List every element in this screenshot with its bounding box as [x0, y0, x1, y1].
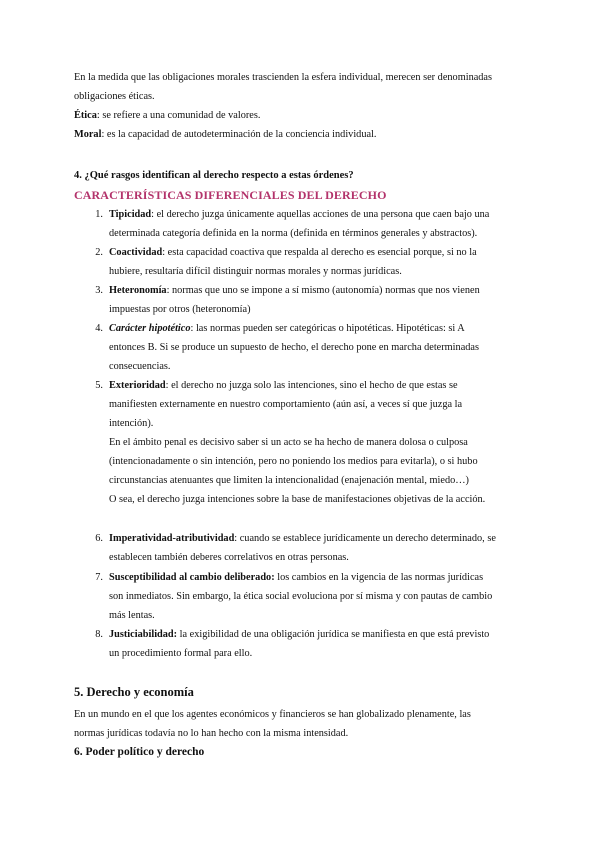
item-term: Exterioridad [109, 380, 166, 391]
moral-definition [74, 125, 530, 144]
section-6-heading: 6. Poder político y derecho [74, 746, 205, 758]
item-term: Heteronomía [109, 285, 167, 296]
list-item [95, 625, 530, 663]
etica-definition [74, 106, 530, 125]
intro-line-1: En la medida que las obligaciones morales trascienden la esfera individual, merecen ser denominadas [74, 72, 493, 83]
item-text: establecen también deberes correlativos en otras personas. [109, 552, 349, 563]
item-text: En el ámbito penal es decisivo saber si un acto se ha hecho de manera dolosa o culposa [109, 437, 468, 448]
item-text: : normas que uno se impone a sí mismo (autonomía) normas que nos vienen [166, 285, 480, 296]
question-4-title: 4. ¿Qué rasgos identifican al derecho respecto a estas órdenes? [74, 170, 354, 181]
item-number: 8. [95, 629, 103, 640]
item-number: 4. [95, 323, 103, 334]
item-text: entonces B. Si se produce un supuesto de hecho, el derecho pone en marcha determinadas [109, 342, 479, 353]
item-text: circunstancias atenuantes que limiten la intencionalidad (enajenación mental, miedo…) [109, 475, 469, 486]
item-term: Justiciabilidad: [109, 629, 178, 640]
item-text: intención). [109, 418, 154, 429]
list-item [95, 319, 530, 376]
section-5-line-2: normas jurídicas todavía no lo han hecho con la misma intensidad. [74, 728, 349, 739]
section-heading: CARACTERÍSTICAS DIFERENCIALES DEL DERECHO [74, 188, 387, 202]
section-5-heading: 5. Derecho y economía [74, 685, 194, 699]
item-number: 1. [95, 209, 103, 220]
etica-term: Ética [74, 110, 97, 121]
item-text: (intencionadamente o sin intención, pero no poniendo los medios para evitarla), o si hubo [109, 456, 478, 467]
item-text: manifiesten externamente en nuestro comportamiento (aún así, a veces sí que juzga la [109, 399, 463, 410]
intro-paragraph [74, 68, 530, 144]
item-term: Coactividad [109, 247, 163, 258]
item-text: : el derecho juzga únicamente aquellas acciones de una persona que caen bajo una [151, 209, 490, 220]
item-text: son inmediatos. Sin embargo, la ética social evoluciona por sí misma y con pautas de cambio [109, 591, 493, 602]
item-text: : cuando se establece jurídicamente un derecho determinado, se [234, 533, 496, 544]
item-text: determinada categoría definida en la norma (definida en términos generales y abstractos). [109, 228, 478, 239]
item-text: consecuencias. [109, 361, 171, 372]
section-5-paragraph [74, 705, 530, 743]
list-item [95, 281, 530, 319]
item-text: : esta capacidad coactiva que respalda al derecho es esencial porque, si no la [162, 247, 477, 258]
item-text: la exigibilidad de una obligación jurídica se manifiesta en que está previsto [177, 629, 490, 640]
list-item [95, 529, 530, 567]
item-text: hubiere, resultaría difícil distinguir normas morales y normas jurídicas. [109, 266, 402, 277]
item-number: 5. [95, 380, 103, 391]
list-item [95, 376, 530, 509]
item-text: impuestas por otros (heteronomía) [109, 304, 251, 315]
item-text: un procedimiento formal para ello. [109, 648, 253, 659]
item-text: : el derecho no juzga solo las intenciones, sino el hecho de que estas se [165, 380, 458, 391]
item-term: Tipicidad [109, 209, 152, 220]
item-number: 3. [95, 285, 103, 296]
intro-line-2: obligaciones éticas. [74, 91, 155, 102]
list-item [95, 243, 530, 281]
list-item [95, 205, 530, 243]
item-term: Imperatividad-atributividad [109, 533, 235, 544]
item-number: 2. [95, 247, 103, 258]
item-number: 6. [95, 533, 103, 544]
list-item [95, 568, 530, 625]
item-term: Susceptibilidad al cambio deliberado: [109, 572, 275, 583]
moral-def: : es la capacidad de autodeterminación de la conciencia individual. [101, 129, 377, 140]
item-text: los cambios en la vigencia de las normas jurídicas [274, 572, 484, 583]
moral-term: Moral [74, 129, 102, 140]
section-5-line-1: En un mundo en el que los agentes económicos y financieros se han globalizado plenamente, las [74, 709, 471, 720]
etica-def: : se refiere a una comunidad de valores. [96, 110, 261, 121]
item-text: O sea, el derecho juzga intenciones sobre la base de manifestaciones objetivas de la acción. [109, 494, 486, 505]
item-term: Carácter hipotético [109, 323, 191, 334]
item-text: más lentas. [109, 610, 155, 621]
item-text: : las normas pueden ser categóricas o hipotéticas. Hipotéticas: si A [190, 323, 465, 334]
item-number: 7. [95, 572, 103, 583]
